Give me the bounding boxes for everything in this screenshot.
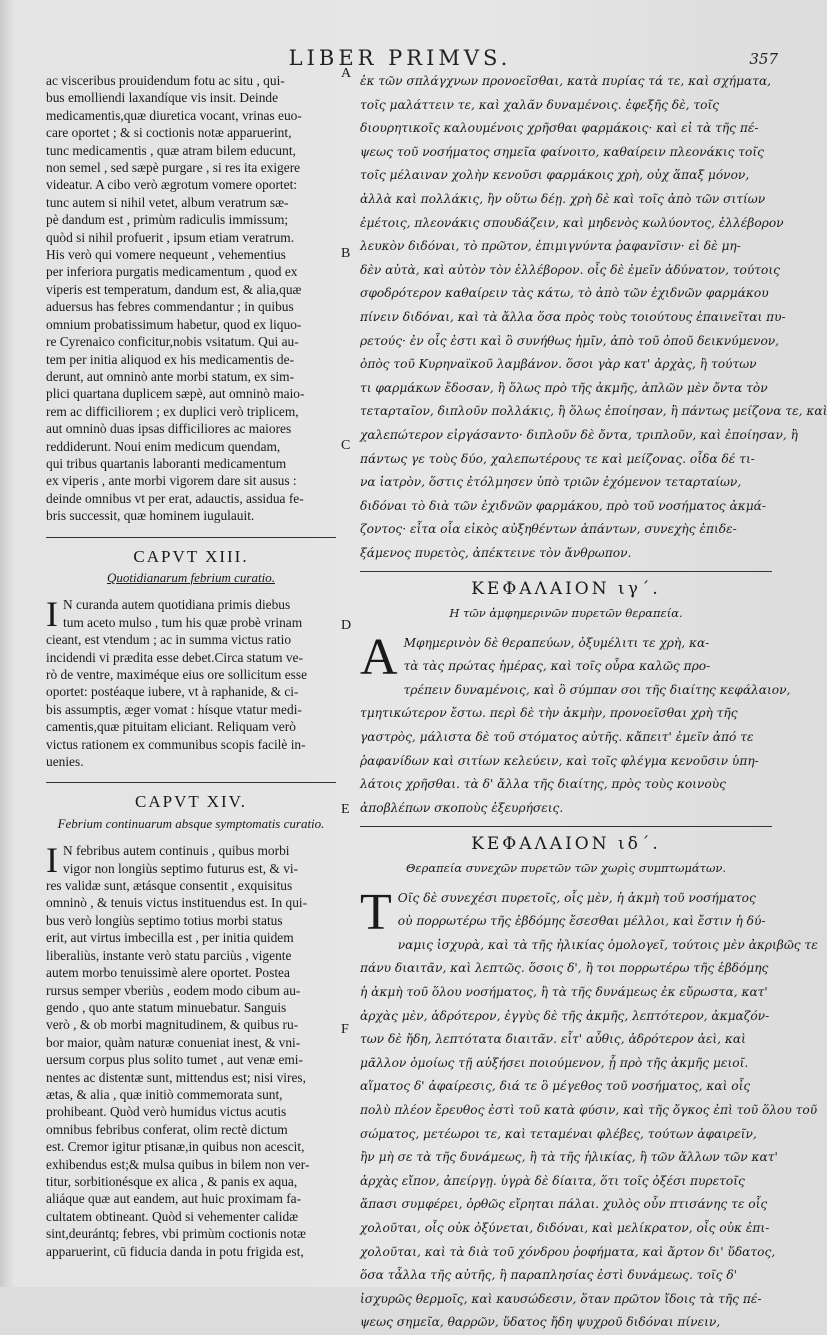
text-line: λάτοις χρῆσθαι. τὰ δ' ἄλλα τῆς διαίτης, πρὸς τοὺς κοινοὺς [360, 777, 726, 792]
text-line: N febribus autem continuis , quibus morbi [63, 843, 290, 859]
text-line: ναμις ἰσχυρὰ, καὶ τὰ τῆς ἡλικίας ὁμολογεῖ, τούτοις μὲν ἀκριβῶς τε [397, 937, 818, 952]
drop-cap: Τ [360, 883, 392, 941]
margin-letter-d: D [341, 618, 352, 633]
drop-cap: I [46, 840, 58, 881]
text-line: medicamentis,quæ diuretica vocant, vrinas euo- [46, 107, 302, 123]
text-line: tunc medicamentis , quæ atram bilem educunt, [46, 142, 296, 158]
page-number: 357 [749, 50, 778, 68]
chapter-13-title: CAPVT XIII. [133, 546, 249, 566]
kefalaion-14-body [360, 883, 818, 1335]
kefalaion-13-body [360, 628, 791, 821]
text-line: διουρητικοῖς καλουμένοις χρῆσθαι φαρμάκοις· καὶ εἰ τὰ τῆς πέ- [360, 121, 759, 136]
text-line: σώματος, μετέωροι τε, καὶ τεταμέναι φλέβες, τούτων ἀφαιρεῖν, [360, 1126, 757, 1141]
text-line: δὲν αὐτὰ, καὶ αὐτὸν τὸν ἐλλέβορον. οἷς δὲ ἐμεῖν ἀδύνατον, τούτοις [360, 262, 780, 277]
text-line: vigor non longiùs septimo futurus est, & vi- [63, 860, 299, 876]
section-rule [46, 537, 336, 538]
text-line: τι φαρμάκων ἔδοσαν, ἢ ὅλως πρὸ τῆς ἀκμῆς, ἁπλῶν μὲν ὄντα τὸν [360, 380, 768, 395]
text-line: exhibendus est;& mulsa quibus in bilem non ver- [46, 1156, 310, 1172]
latin-intro-text [46, 72, 336, 525]
kefalaion-14-title: ΚΕΦΑΛΑΙΟΝ ιδ΄. [471, 834, 661, 855]
text-line: ἀποβλέπων σκοποὺς ἐξευρήσεις. [360, 800, 564, 815]
text-line: πολὺ πλέον ἔρευθος ἐστὶ τοῦ κατὰ φύσιν, καὶ τῆς ὄγκος ἐπὶ τοῦ ὅλου τοῦ [360, 1102, 818, 1117]
text-line: τρέπειν δυναμένοις, καὶ ὃ σύμπαν σοι τῆς διαίτης κεφάλαιον, [403, 682, 791, 697]
text-line: verò , & ob morbi magnitudinem, & quibus ru- [46, 1017, 299, 1033]
drop-cap: I [46, 594, 58, 635]
text-line: ψεως σημεῖα, θαρρῶν, ὕδατος ἤδη ψυχροῦ διδόναι πίνειν, [360, 1315, 721, 1330]
text-line: omninò , & tenuis victus instituendus est. In qui- [46, 895, 308, 911]
text-line: cieant, est vtendum ; ac in summa victus ratio [46, 632, 292, 648]
text-line: viperis est temperatum, dandum est, & alia,quæ [46, 281, 302, 297]
text-line: N curanda autem quotidiana primis diebus [63, 597, 291, 613]
text-line: victus rationem ex communibus scopis facilè in- [46, 736, 306, 752]
margin-letter-b: B [341, 246, 351, 261]
chapter-13-body [46, 596, 336, 770]
text-line: χολοῦται, οἷς οὐκ ὀξύνεται, διδόναι, καὶ μελίκρατον, οἷς οὐκ ἐπι- [360, 1220, 770, 1235]
text-line: χαλεπώτερον εἰργάσαντο· διπλοῦν δὲ ὄντα, τριπλοῦν, καὶ ἐποίησαν, ἢ [360, 427, 798, 442]
text-line: per inferiora purgatis medicamentum , quod ex [46, 264, 298, 280]
text-line: ac visceribus prouidendum fotu ac situ , qui- [46, 73, 285, 88]
text-line: ἐμέτοις, πλεονάκις σπουδάζειν, καὶ μηδενὸς κωλύοντος, ἐλλέβορον [360, 215, 784, 230]
text-line: bor maior, quàm naturæ conueniat inest, & vni- [46, 1034, 301, 1050]
text-line: His verò qui vomere nequeunt , vehementius [46, 247, 286, 263]
chapter-14-title: CAPVT XIV. [135, 792, 247, 812]
text-line: care oportet ; & si coctionis notæ apparuerint, [46, 125, 292, 141]
text-line: tunc autem si nihil vetet, album veratrum sæ- [46, 194, 289, 210]
text-line: rò de ventre, maximéque eius ore sollicitum esse [46, 667, 308, 682]
chapter-14-subtitle: Febrium continuarum absque symptomatis curatio. [57, 815, 325, 831]
latin-column [46, 72, 336, 1260]
text-line: τεταρταῖον, διπλοῦν πολλάκις, ἢ ὅλως ἐποίησαν, ἢ πάντως μείζονα τε, καὶ [360, 404, 827, 419]
text-line: derunt, aut omninò ante morbi statum, ex sim- [46, 368, 295, 384]
text-line: uenies. [46, 754, 84, 770]
text-line: non semel , sed sæpè purgare , si res ita exigere [46, 160, 301, 176]
text-line: ὁπὸς τοῦ Κυρηναϊκοῦ λαμβάνον. ὅσοι γὰρ κατ' ἀρχὰς, ἢ τούτων [360, 357, 757, 372]
text-line: tem per initia aliquod ex his medicamentis de- [46, 351, 295, 367]
text-line: ἀρχὰς εἴπον, ἀπείργῃ. ὑγρὰ δὲ δίαιτα, ὅτι τοῖς ὀξέσι πυρετοῖς [360, 1173, 745, 1188]
text-line: aduersus has febres commendantur ; in quibus [46, 299, 294, 315]
text-line: cultatem obtineant. Quòd si vehementer calidæ [46, 1208, 299, 1224]
text-line: τοῖς μέλαιναν χολὴν κενοῦσι φαρμάκοις χρὴ, οὐχ ἅπαξ μόνον, [360, 168, 750, 183]
text-line: Οῖς δὲ συνεχέσι πυρετοῖς, οἷς μὲν, ἡ ἀκμὴ τοῦ νοσήματος [397, 890, 756, 905]
text-line: deinde omnibus vt per erat, adauctis, assidua fe- [46, 490, 304, 506]
text-line: res validæ sunt, ætásque consentit , exquisitus [46, 878, 293, 894]
text-line: nentes ac distentæ sunt, mittendus est; nisi vires, [46, 1069, 306, 1085]
text-line: ξάμενος πυρετὸς, ἀπέκτεινε τὸν ἄνθρωπον. [360, 545, 632, 560]
text-line: plici quartana duplicem sæpè, aut omninò maio- [46, 386, 305, 402]
text-line: διδόναι τὸ διὰ τῶν ἐχιδνῶν φαρμάκου, πρὸ τοῦ νοσήματος ἀκμά- [360, 498, 766, 513]
text-line: των δὲ ἤδη, λεπτότατα διαιτᾶν. εἶτ' αὖθις, ἁδρότερον ἀεὶ, καὶ [360, 1032, 746, 1047]
text-line: σφοδρότερον καθαίρειν τὰς κάτω, τὸ ἀπὸ τῶν ἐχιδνῶν φαρμάκου [360, 286, 769, 301]
text-line: ἅπασι συμφέρει, ὀρθῶς εἴρηται πάλαι. χυλὸς οὖν πτισάνης τε οἷς [360, 1197, 768, 1212]
text-line: ex viperis , ante morbi vigorem dare sit ausus : [46, 473, 297, 489]
text-line: est. Cremor igitur ptisanæ,in quibus non acescit, [46, 1139, 305, 1155]
text-line: ὅσα τἆλλα τῆς αὐτῆς, ἢ παραπλησίας ἐστὶ δυνάμεως. τοῖς δ' [360, 1268, 738, 1283]
text-line: autem morbo tenuissimè alere oportet. Postea [46, 965, 290, 981]
text-line: liberaliùs, instante verò statu parciùs , vigente [46, 947, 292, 963]
text-line: apparuerint, cū fiducia danda in potu frigida est, [46, 1243, 304, 1259]
text-line: incidendi vi prædita esse debet.Circa statum ve- [46, 649, 303, 665]
text-line: ἀλλὰ καὶ πολλάκις, ἢν οὕτω δέῃ. χρὴ δὲ καὶ τοῖς ἀπὸ τῶν σιτίων [360, 191, 766, 206]
text-line: prohibeant. Quòd verò humidus victus acutis [46, 1104, 287, 1120]
text-line: rem ac difficiliorem ; ex duplici verò triplicem, [46, 403, 299, 419]
margin-letter-e: E [341, 802, 350, 817]
text-line: μᾶλλον ὁμοίως τῇ αὐξήσει ποιούμενον, ᾗ πρὸ τῆς ἀκμῆς μειοῖ. [360, 1055, 749, 1070]
margin-letter-a: A [341, 66, 352, 81]
text-line: rursus semper vberiùs , eodem modo cibum au- [46, 982, 301, 998]
chapter-14-body [46, 842, 336, 1260]
text-line: camentis,quæ pituitam eliciant. Reliquam verò [46, 719, 296, 735]
text-line: sint,deurántq; febres, vbi primùm coctionis notæ [46, 1226, 306, 1242]
margin-letter-c: C [341, 438, 351, 453]
section-rule [360, 826, 772, 827]
text-line: πάντως γε τοὺς δύο, χαλεπωτέρους τε καὶ μείζονας. οἶδα δέ τι- [360, 451, 755, 466]
text-line: λευκὸν διδόναι, τὸ πρῶτον, ἐπιμιγνύντα ῥαφανῖσιν· εἰ δὲ μη- [360, 239, 741, 254]
kefalaion-13-title: ΚΕΦΑΛΑΙΟΝ ιγ΄. [471, 579, 661, 600]
text-line: τὰ τὰς πρώτας ἡμέρας, καὶ τοῖς οὖρα καλῶς προ- [403, 659, 711, 674]
text-line: Μφημερινὸν δὲ θεραπεύων, ὀξυμέλιτι τε χρὴ, κα- [403, 635, 710, 650]
text-line: ἀρχὰς μὲν, ἁδρότερον, ἐγγὺς δὲ τῆς ἀκμῆς, λεπτότερον, ἀκμαζόν- [360, 1008, 770, 1023]
text-line: aliáque quæ aut eandem, aut huic proximam fa- [46, 1191, 302, 1207]
kefalaion-14-subtitle: Θεραπεία συνεχῶν πυρετῶν τῶν χωρὶς συμπτωμάτων. [406, 861, 726, 875]
text-line: πάνυ διαιτᾶν, καὶ λεπτῶς. ὅσοις δ', ἢ τοι πορρωτέρω τῆς ἑβδόμης [360, 961, 769, 976]
text-line: ætas, & alia , quæ initiò commemorata sunt, [46, 1086, 283, 1102]
text-line: ρετούς· ἐν οἷς ἐστι καὶ ὃ συνήθως ἡμῖν, ἀπὸ τοῦ ὀποῦ δεικνύμενον, [360, 333, 780, 348]
text-line: tum aceto mulso , tum his quæ probè vrinam [63, 614, 303, 630]
drop-cap: Α [360, 628, 398, 686]
text-line: bis assumptis, æger vomat : hísque vtatur medi- [46, 701, 302, 717]
text-line: ἢν μὴ σε τὰ τῆς δυνάμεως, ἢ τὰ τῆς ἡλικίας, ἢ τῶν ἄλλων τῶν κατ' [360, 1150, 778, 1165]
kefalaion-13-subtitle: Η τῶν ἀμφημερινῶν πυρετῶν θεραπεία. [449, 606, 683, 621]
text-line: titur, sorbitionésque ex alica , & panis ex aqua, [46, 1173, 298, 1189]
text-line: γαστρὸς, μάλιστα δὲ τοῦ στόματος αὐτῆς. κἄπειτ' ἐμεῖν ἀπό τε [360, 730, 754, 745]
chapter-13-subtitle: Quotidianarum febrium curatio. [107, 569, 275, 585]
text-line: bus emolliendi laxandíque vis insit. Deinde [46, 90, 279, 106]
text-line: quòd si nihil profuerit , ipsum etiam veratrum. [46, 229, 295, 245]
text-line: reddiderunt. Noui enim medicum quendam, [46, 438, 281, 454]
text-line: aut omninò duas ipsas difficiliores ac maiores [46, 421, 292, 437]
text-line: bris successit, quæ hominem iugulauit. [46, 508, 255, 524]
text-line: χολοῦται, καὶ τὰ διὰ τοῦ χόνδρου ῥοφήματα, καὶ ἄρτον δι' ὕδατος, [360, 1244, 776, 1259]
text-line: ψεως τοῦ νοσήματος σημεῖα φαίνοιτο, καθαίρειν πλεονάκις τοῖς [360, 144, 764, 159]
text-line: omnibus febribus conferat, olim rectè dictum [46, 1121, 288, 1137]
text-line: ἰσχυρῶς θερμοῖς, καὶ καυσώδεσιν, ὅταν πρῶτον ἴδοις τὰ τῆς πέ- [360, 1291, 762, 1306]
text-line: αἵματος δ' ἀφαίρεσις, διά τε ὃ μέγεθος τοῦ νοσήματος, καὶ οἷς [360, 1079, 751, 1094]
text-line: ζοντος· εἶτα οἷα εἰκὸς αὐξηθέντων ἁπάντων, συνεχὴς ἐπιδε- [360, 522, 737, 537]
text-line: erit, aut virtus imbecilla est , per initia quidem [46, 930, 294, 946]
text-line: videatur. A cibo verò ægrotum vomere oportet: [46, 177, 298, 193]
text-line: pè dandum est , primùm radiculis immissum; [46, 212, 289, 228]
running-head: LIBER PRIMVS. [288, 46, 512, 70]
text-line: gendo , quo ante statum minuebatur. Sanguis [46, 999, 287, 1015]
text-line: ῥαφανίδων καὶ σιτίων κελεύειν, καὶ τοῖς φλέγμα κενοῦσιν ὑπη- [360, 753, 759, 768]
text-line: re Cyrenaico conficitur,nobis vsitatum. Qui au- [46, 334, 299, 350]
text-line: τοῖς μαλάττειν τε, καὶ χαλᾶν δυναμένοις. ἐφεξῆς δὲ, τοῖς [360, 97, 720, 112]
text-line: uersum corpus plus solito tumet , aut venæ emi- [46, 1052, 303, 1068]
text-line: πίνειν διδόναι, καὶ τὰ ἄλλα ὅσα πρὸς τοὺς τοιούτους ἐπαινεῖται πυ- [360, 309, 786, 324]
text-line: να ἰατρὸν, ὅστις ἐτόλμησεν ὑπὸ τριῶν ἐχόμενον τεταρταίων, [360, 475, 742, 490]
text-line: οὐ πορρωτέρω τῆς ἑβδόμης ἔσεσθαι μέλλοι, καὶ ἔστιν ἡ δύ- [397, 914, 766, 929]
section-rule [46, 782, 336, 783]
margin-letter-f: F [341, 1022, 349, 1037]
text-line: oportet: postéaque iubere, vt à raphanide, & ci- [46, 684, 299, 700]
greek-intro-text [360, 70, 827, 565]
greek-column [360, 70, 827, 1335]
text-line: qui tribus quartanis laboranti medicamentum [46, 455, 287, 471]
section-rule [360, 571, 772, 572]
text-line: τμητικώτερον ἔστω. περὶ δὲ τὴν ἀκμὴν, προνοεῖσθαι χρὴ τῆς [360, 706, 738, 721]
text-line: ἐκ τῶν σπλάγχνων προνοεῖσθαι, κατὰ πυρίας τά τε, καὶ σχήματα, [360, 74, 772, 88]
text-line: bus verò longiùs septimo totius morbi status [46, 912, 283, 928]
text-line: omnium probatissimum habetur, quod ex liquo- [46, 316, 302, 332]
text-line: ἡ ἀκμὴ τοῦ ὅλου νοσήματος, ἢ τὰ τῆς δυνάμεως ἐκ εὔρωστα, κατ' [360, 984, 768, 999]
